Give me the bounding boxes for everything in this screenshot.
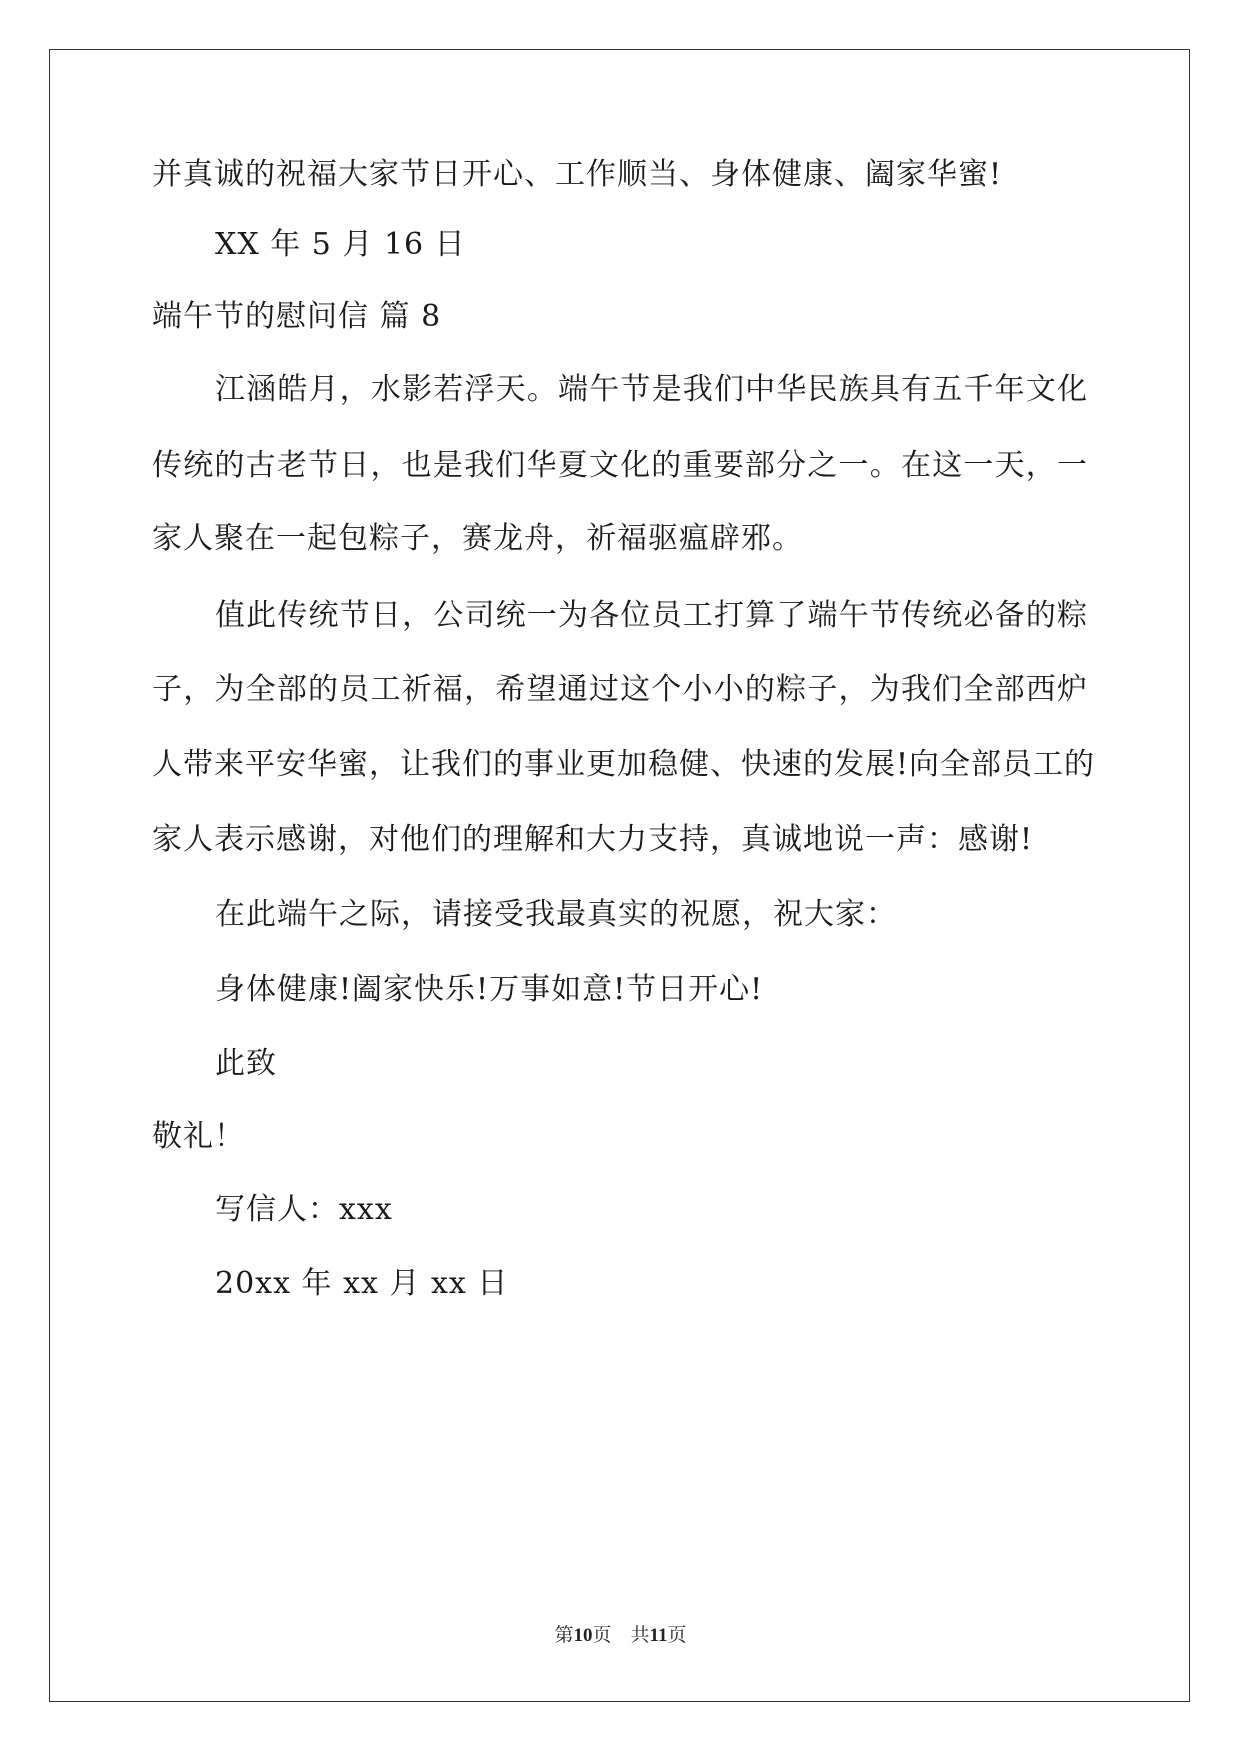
footer-suffix: 页	[667, 1624, 687, 1646]
footer-middle: 页 共	[592, 1624, 650, 1646]
paragraph-line: 传统的古老节日，也是我们华夏文化的重要部分之一。在这一天，一	[152, 448, 1088, 483]
paragraph-line: 江涵皓月，水影若浮天。端午节是我们中华民族具有五千年文化	[215, 372, 1088, 407]
signature-line: 写信人：xxx	[215, 1192, 393, 1227]
total-page-number: 11	[649, 1625, 668, 1646]
closing-line: 此致	[215, 1046, 277, 1081]
paragraph-line: 值此传统节日，公司统一为各位员工打算了端午节传统必备的粽	[215, 598, 1088, 633]
signature-date: 20xx 年 xx 月 xx 日	[215, 1266, 509, 1301]
paragraph-line: 家人表示感谢，对他们的理解和大力支持，真诚地说一声：感谢!	[152, 822, 1034, 857]
footer-prefix: 第	[554, 1624, 574, 1646]
paragraph-line: 家人聚在一起包粽子，赛龙舟，祈福驱瘟辟邪。	[152, 521, 803, 556]
paragraph-line: 身体健康!阖家快乐!万事如意!节日开心!	[215, 972, 764, 1007]
paragraph-line: 在此端午之际，请接受我最真实的祝愿，祝大家：	[215, 897, 897, 932]
salutation-line: 敬礼！	[152, 1119, 245, 1154]
paragraph-line: 子，为全部的员工祈福，希望通过这个小小的粽子，为我们全部西炉	[152, 672, 1088, 707]
section-heading: 端午节的慰问信 篇 8	[152, 299, 442, 334]
current-page-number: 10	[573, 1625, 593, 1646]
date-line: XX 年 5 月 16 日	[215, 227, 466, 262]
paragraph-line: 人带来平安华蜜，让我们的事业更加稳健、快速的发展!向全部员工的	[152, 747, 1096, 782]
text-line: 并真诚的祝福大家节日开心、工作顺当、身体健康、阖家华蜜!	[152, 157, 1003, 192]
page-footer	[0, 1623, 1241, 1648]
